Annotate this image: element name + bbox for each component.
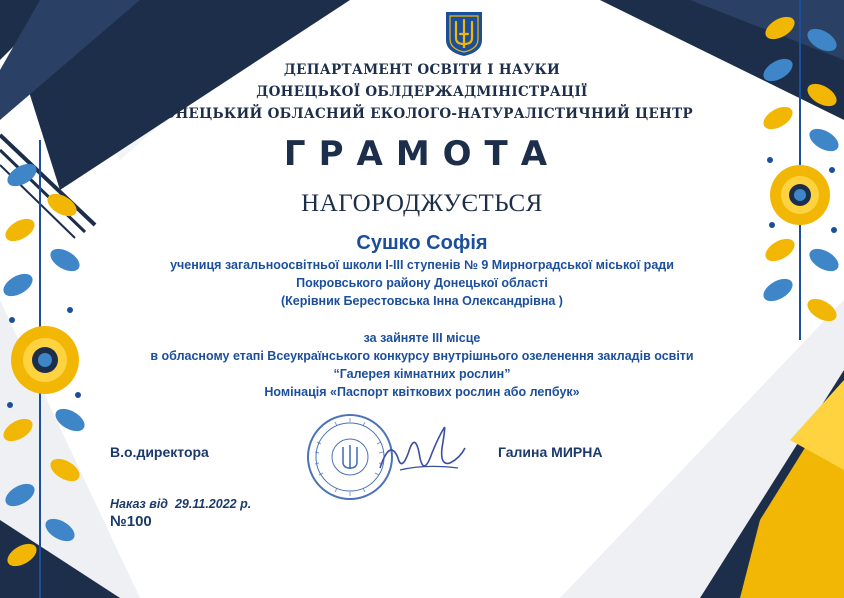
achievement-line-4: Номінація «Паспорт квіткових рослин або лепбук» [264,385,580,399]
department-line-1: ДЕПАРТАМЕНТ ОСВІТИ І НАУКИ [283,62,561,78]
achievement-line-2: в обласному етапі Всеукраїнського конкурсу внутрішнього озеленення закладів освіти [150,349,694,363]
signature-role: В.о.директора [110,444,209,460]
signature-name: Галина МИРНА [498,444,603,460]
awarded-heading: НАГОРОДЖУЄТЬСЯ [301,190,543,217]
detail-line-1: учениця загальноосвітньої школи І-ІІІ ступенів № 9 Мирноградської міської ради [170,258,674,272]
detail-line-2: Покровського району Донецької області [296,276,548,290]
trident-coat-of-arms-icon [444,10,484,58]
department-line-3: ДОНЕЦЬКИЙ ОБЛАСНИЙ ЕКОЛОГО-НАТУРАЛІСТИЧНИЙ ЦЕНТР [151,106,693,122]
handwritten-signature-icon [370,418,470,488]
order-date: Наказ від 29.11.2022 р. [110,497,252,511]
order-number: №100 [110,513,152,530]
achievement-line-3: “Галерея кімнатних рослин” [333,367,511,381]
department-line-2: ДОНЕЦЬКОЇ ОБЛДЕРЖАДМІНІСТРАЦІЇ [256,84,588,100]
detail-line-3: (Керівник Берестовська Інна Олександрівна ) [281,294,563,308]
certificate-title: ГРАМОТА [283,134,561,174]
recipient-name: Сушко Софія [356,232,488,254]
achievement-line-1: за зайняте ІІІ місце [363,331,481,345]
